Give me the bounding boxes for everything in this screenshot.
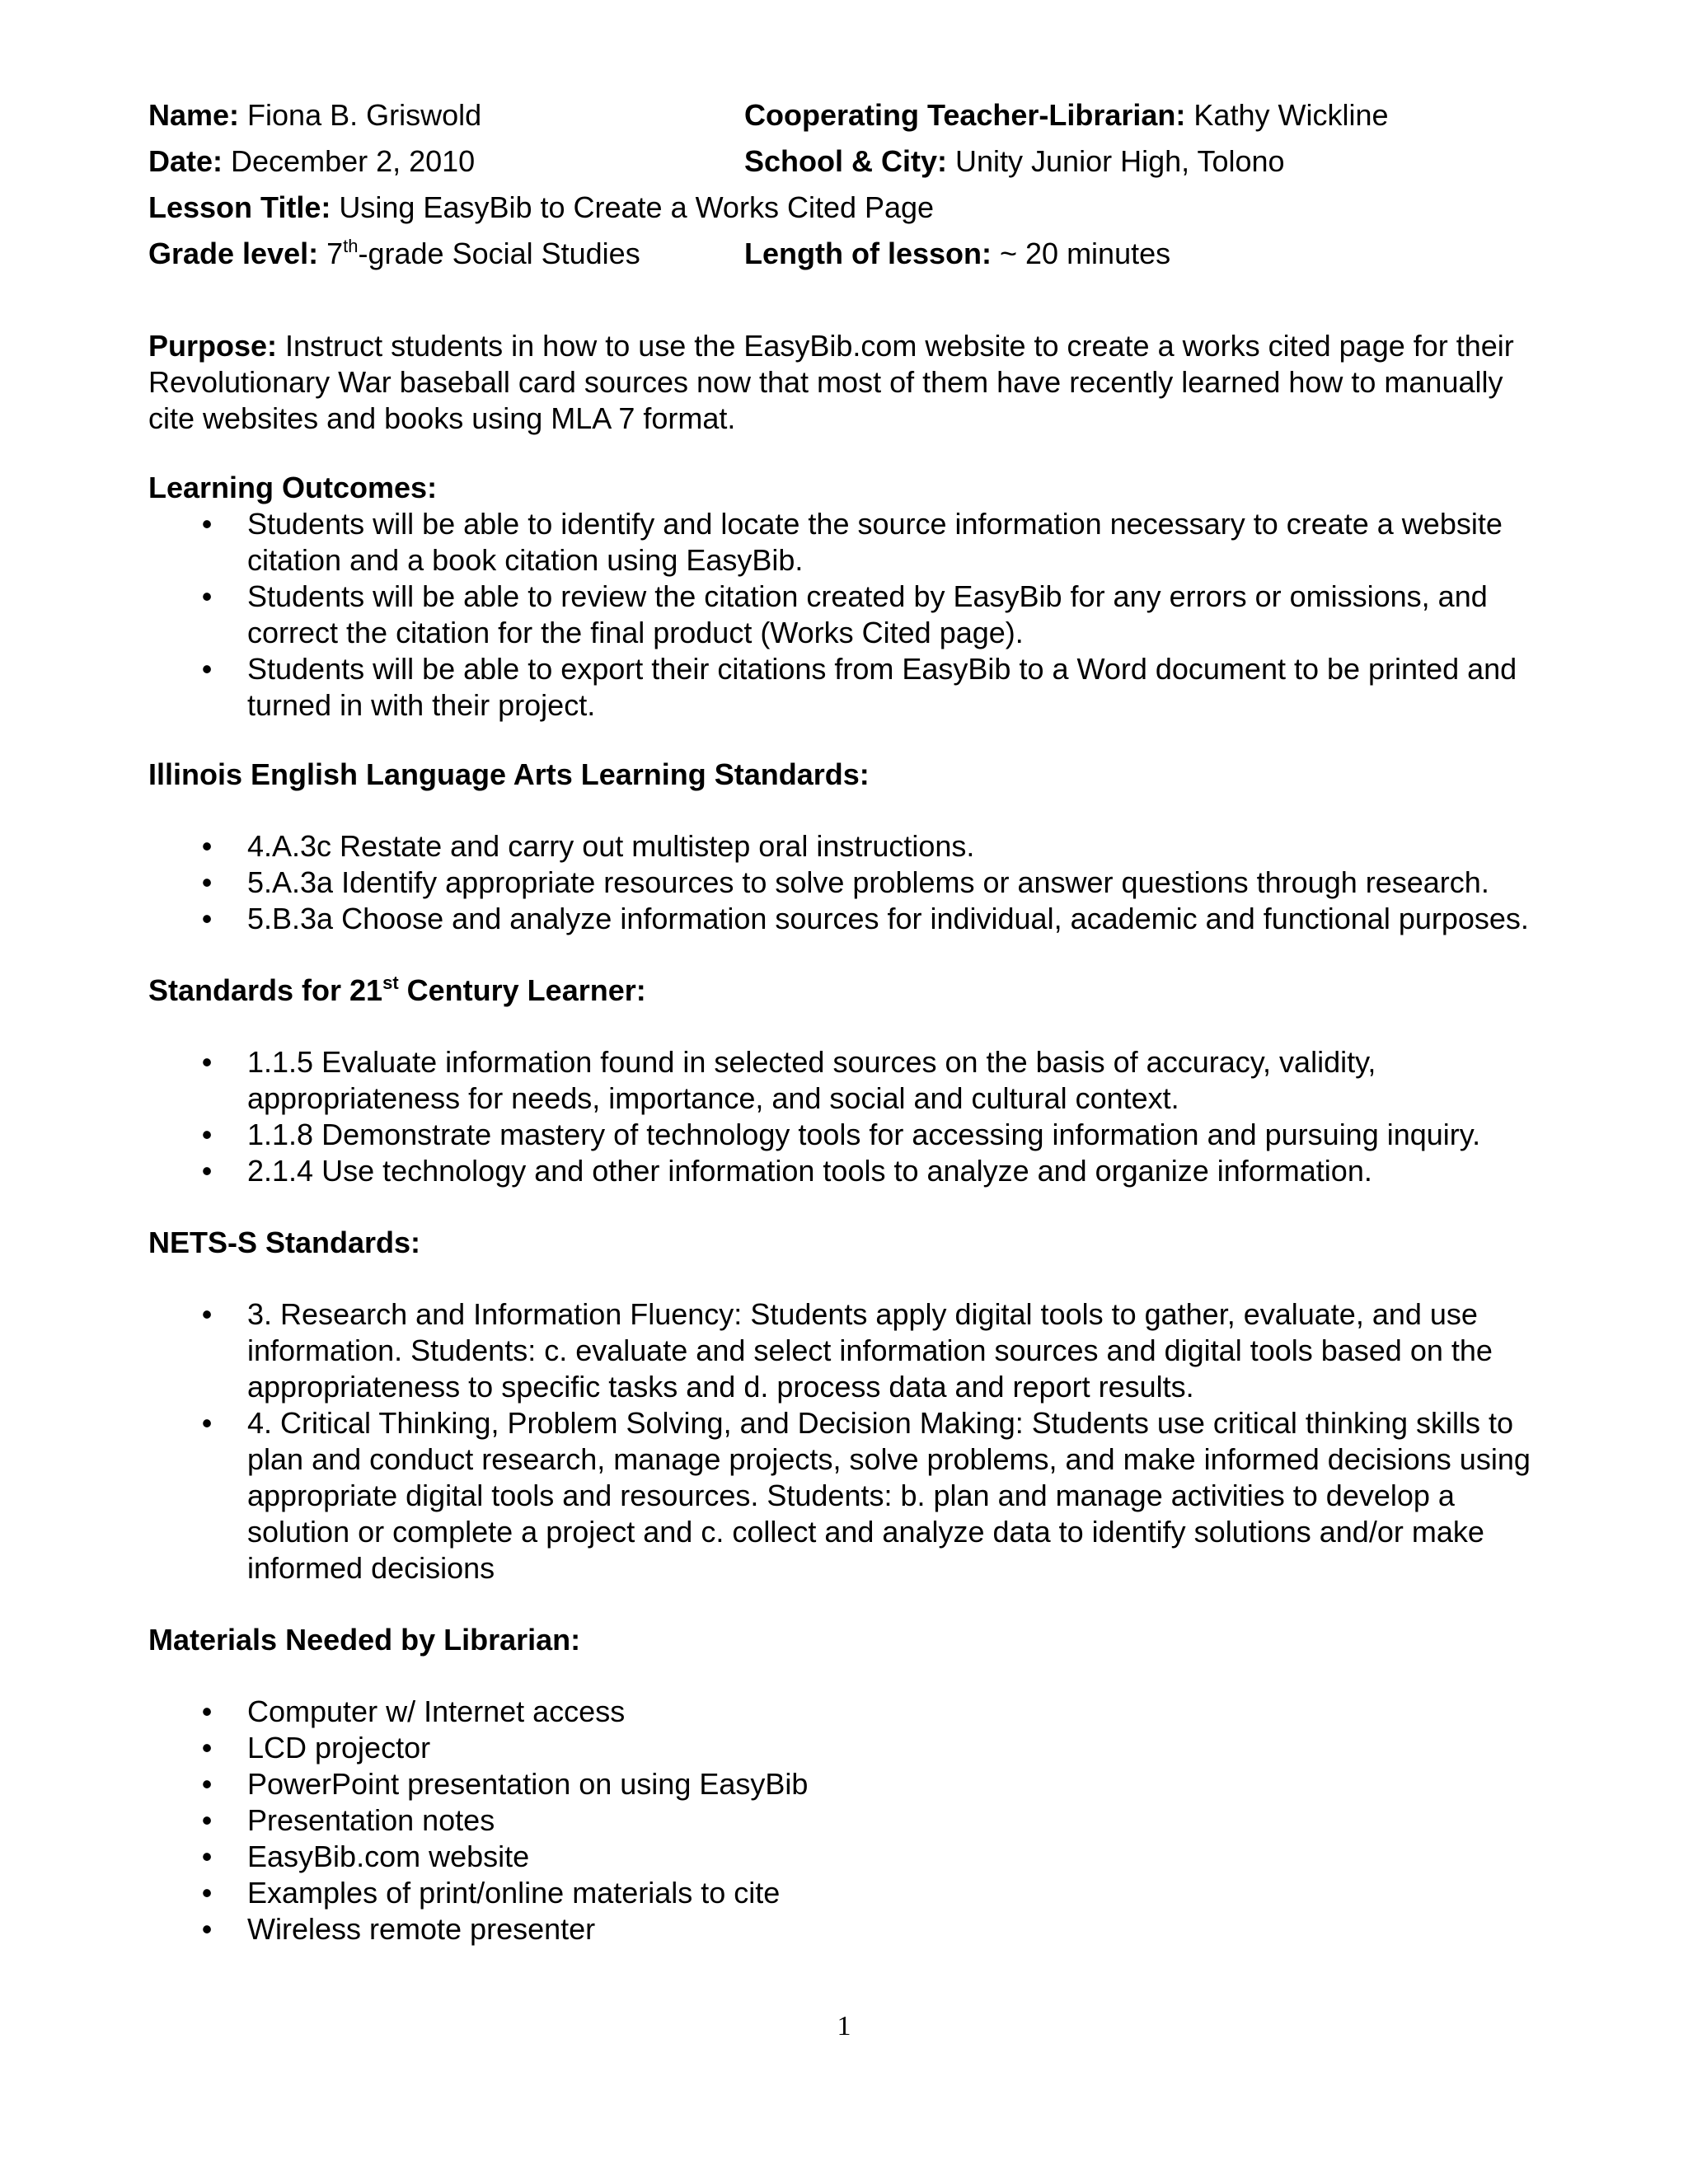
bullet-icon: •	[201, 1912, 213, 1946]
bullet-icon: •	[201, 1803, 213, 1837]
list-item	[148, 1117, 1550, 1153]
name-label: Name:	[148, 98, 240, 132]
cooperating-teacher-value: Kathy Wickline	[1185, 98, 1389, 132]
list-item	[148, 1766, 1550, 1802]
lesson-length-value: ~ 20 minutes	[992, 237, 1171, 270]
list-item-text: 2.1.4 Use technology and other information tools to analyze and organize information.	[247, 1154, 1372, 1188]
bullet-icon: •	[201, 1045, 213, 1079]
materials-heading: Materials Needed by Librarian:	[148, 1623, 581, 1657]
list-item	[148, 1405, 1550, 1586]
list-item	[148, 1153, 1550, 1189]
header-row-4	[148, 236, 1550, 282]
list-item-text: Examples of print/online materials to cite	[247, 1876, 781, 1910]
school-city-label: School & City:	[744, 144, 948, 178]
nets-standards-heading: NETS-S Standards:	[148, 1226, 421, 1259]
list-item-text: 3. Research and Information Fluency: Students apply digital tools to gather, evaluate, and use information. Students: c. evaluate and select information sources and digital tools based on the appropriateness to specific tasks and d. process data and report results.	[247, 1297, 1493, 1404]
grade-level-value-post: -grade Social Studies	[358, 237, 640, 270]
bullet-icon: •	[201, 579, 213, 613]
bullet-icon: •	[201, 1694, 213, 1728]
lesson-length-label: Length of lesson:	[744, 237, 992, 270]
list-item-text: Students will be able to export their citations from EasyBib to a Word document to be printed and turned in with their project.	[247, 652, 1517, 722]
materials-list	[148, 1694, 1550, 1947]
header-row-2	[148, 143, 1550, 190]
list-item-text: EasyBib.com website	[247, 1840, 530, 1873]
purpose-label: Purpose:	[148, 329, 278, 363]
purpose-paragraph	[148, 328, 1550, 437]
list-item	[148, 828, 1550, 865]
learning-outcomes-list	[148, 506, 1550, 724]
illinois-standards-heading: Illinois English Language Arts Learning Standards:	[148, 757, 870, 791]
list-item-text: 1.1.5 Evaluate information found in selected sources on the basis of accuracy, validity, appropriateness for needs, importance, and social and cultural context.	[247, 1045, 1376, 1115]
list-item-text: 4. Critical Thinking, Problem Solving, and Decision Making: Students use critical thinking skills to plan and conduct research, manage projects, solve problems, and make informed decisions using appropriate digital tools and resources. Students: b. plan and manage activities to develop a solution or complete a project and c. collect and analyze data to identify solutions and/or make informed decisions	[247, 1406, 1531, 1585]
bullet-icon: •	[201, 865, 213, 899]
list-item	[148, 1839, 1550, 1875]
list-item	[148, 1875, 1550, 1911]
aasl-heading-pre: Standards for 21	[148, 973, 383, 1007]
header-row-1	[148, 97, 1550, 143]
date-field	[148, 143, 744, 180]
list-item	[148, 901, 1550, 937]
bullet-icon: •	[201, 1118, 213, 1151]
nets-standards-list	[148, 1296, 1550, 1586]
list-item	[148, 1911, 1550, 1947]
grade-level-value-pre: 7	[318, 237, 344, 270]
list-item-text: LCD projector	[247, 1731, 431, 1765]
cooperating-teacher-label: Cooperating Teacher-Librarian:	[744, 98, 1186, 132]
list-item	[148, 1730, 1550, 1766]
learning-outcomes-heading: Learning Outcomes:	[148, 471, 438, 504]
list-item	[148, 506, 1550, 579]
name-value: Fiona B. Griswold	[239, 98, 482, 132]
list-item	[148, 1694, 1550, 1730]
bullet-icon: •	[201, 1406, 213, 1440]
bullet-icon: •	[201, 1731, 213, 1765]
list-item-text: 5.B.3a Choose and analyze information sources for individual, academic and functional purposes.	[247, 902, 1529, 935]
bullet-icon: •	[201, 902, 213, 935]
aasl-heading-post: Century Learner:	[398, 973, 646, 1007]
grade-level-label: Grade level:	[148, 237, 319, 270]
bullet-icon: •	[201, 1876, 213, 1910]
lesson-title-label: Lesson Title:	[148, 190, 331, 224]
purpose-text: Instruct students in how to use the EasyBib.com website to create a works cited page for their Revolutionary War baseball card sources now that most of them have recently learned how to manually cite websites and books using MLA 7 format.	[148, 329, 1514, 435]
bullet-icon: •	[201, 1767, 213, 1801]
list-item-text: Presentation notes	[247, 1803, 495, 1837]
aasl-standards-heading	[148, 972, 1550, 1009]
list-item-text: 5.A.3a Identify appropriate resources to solve problems or answer questions through research.	[247, 865, 1489, 899]
list-item-text: Wireless remote presenter	[247, 1912, 596, 1946]
list-item	[148, 579, 1550, 651]
bullet-icon: •	[201, 829, 213, 863]
school-city-field	[744, 143, 1550, 180]
name-field	[148, 97, 744, 134]
bullet-icon: •	[201, 1840, 213, 1873]
list-item-text: Students will be able to review the citation created by EasyBib for any errors or omissions, and correct the citation for the final product (Works Cited page).	[247, 579, 1488, 649]
list-item	[148, 651, 1550, 724]
list-item	[148, 865, 1550, 901]
list-item	[148, 1044, 1550, 1117]
bullet-icon: •	[201, 1154, 213, 1188]
list-item-text: PowerPoint presentation on using EasyBib	[247, 1767, 809, 1801]
illinois-standards-list	[148, 828, 1550, 937]
grade-level-field	[148, 236, 744, 272]
document-page	[148, 97, 1550, 1947]
aasl-heading-sup: st	[382, 972, 399, 993]
grade-level-value-sup: th	[343, 236, 359, 256]
list-item-text: Computer w/ Internet access	[247, 1694, 626, 1728]
lesson-title-value: Using EasyBib to Create a Works Cited Page	[331, 190, 935, 224]
aasl-standards-list	[148, 1044, 1550, 1189]
lesson-title-field	[148, 190, 1550, 236]
bullet-icon: •	[201, 507, 213, 541]
date-value: December 2, 2010	[223, 144, 476, 178]
date-label: Date:	[148, 144, 223, 178]
list-item	[148, 1296, 1550, 1405]
school-city-value: Unity Junior High, Tolono	[947, 144, 1285, 178]
bullet-icon: •	[201, 1297, 213, 1331]
page-number: 1	[837, 2011, 851, 2041]
lesson-length-field	[744, 236, 1550, 272]
list-item	[148, 1802, 1550, 1839]
bullet-icon: •	[201, 652, 213, 686]
cooperating-teacher-field	[744, 97, 1550, 134]
list-item-text: Students will be able to identify and locate the source information necessary to create a website citation and a book citation using EasyBib.	[247, 507, 1503, 577]
list-item-text: 1.1.8 Demonstrate mastery of technology tools for accessing information and pursuing inquiry.	[247, 1118, 1481, 1151]
list-item-text: 4.A.3c Restate and carry out multistep oral instructions.	[247, 829, 975, 863]
